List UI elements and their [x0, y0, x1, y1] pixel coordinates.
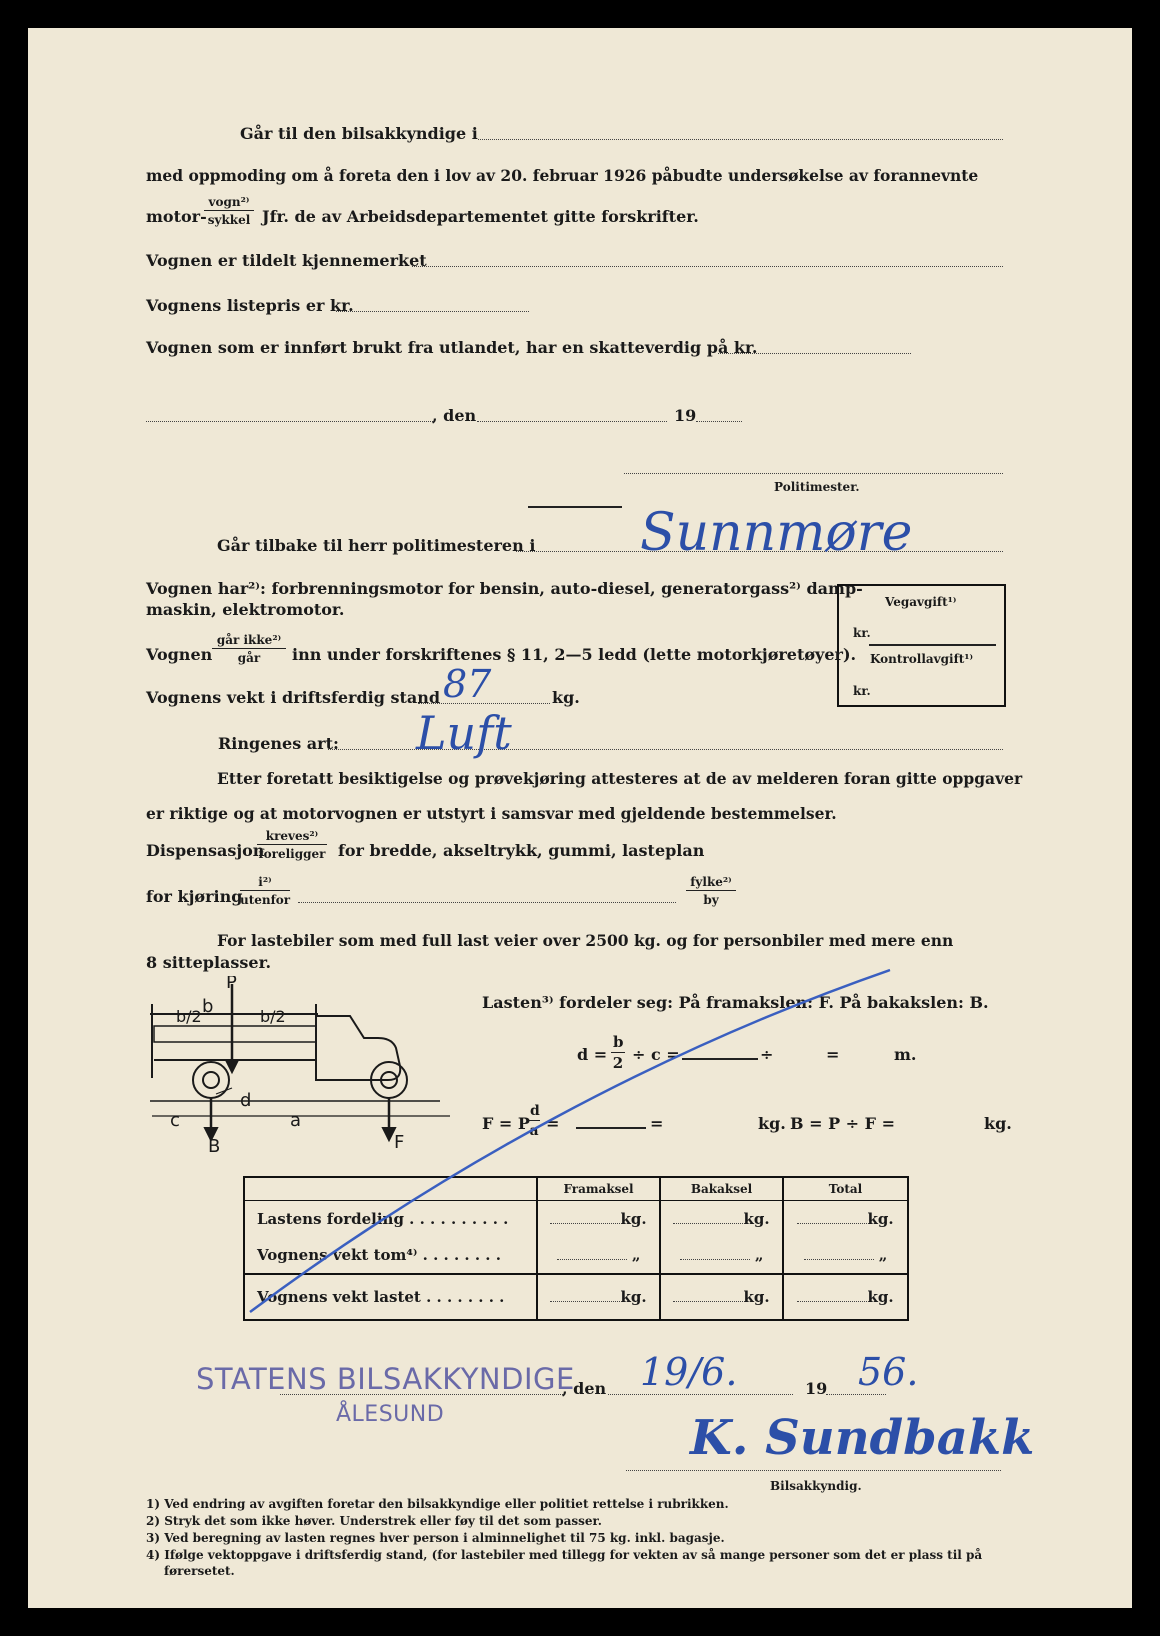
forskrifter-text: Jfr. de av Arbeidsdepartementet gitte forskrifter.: [262, 207, 699, 226]
pen-stroke: [250, 970, 890, 1312]
kreves-fraction: [257, 829, 327, 861]
footnote-text: Stryk det som ikke høver. Understrek eller føy til det som passer.: [164, 1514, 602, 1528]
forskriftenes-text: inn under forskriftenes § 11, 2—5 ledd (lette motorkjøretøyer).: [292, 645, 857, 664]
f-lhs: F = P: [482, 1114, 530, 1133]
sunnmore-handwriting: Sunnmøre: [640, 503, 913, 563]
cell-unit: „: [754, 1246, 764, 1264]
b-numerator: b: [613, 1033, 624, 1051]
request-line: med oppmoding om å foreta den i lov av 20. februar 1926 påbudte undersøkelse av forannevnte: [146, 166, 979, 185]
footnote-2: [146, 1514, 602, 1528]
footnote-text: Ifølge vektoppgave i driftsferdig stand, (for lastebiler med tillegg for vekten av så mange personer som det er plass til på: [164, 1548, 983, 1562]
gar-fraction: [212, 633, 286, 665]
signature-date-field[interactable]: [608, 1394, 793, 1395]
row-label-lastens: Lastens fordeling . . . . . . . . . .: [257, 1210, 509, 1228]
den-label: , den: [432, 406, 477, 425]
table-header-framaksel: Framaksel: [537, 1177, 660, 1201]
hand-date: 19/6.: [640, 1350, 738, 1394]
kjoring-field[interactable]: [298, 902, 676, 903]
a-denominator: a: [529, 1123, 539, 1139]
diagram-c-label: c: [170, 1110, 180, 1131]
hand-year: 56.: [858, 1350, 919, 1394]
gar-prefix: Vognen: [146, 645, 213, 664]
signature-den-label: , den: [562, 1379, 607, 1398]
year-field[interactable]: [696, 421, 742, 422]
skatteverdig-label: Vognen som er innført brukt fra utlandet, har en skatteverdig på kr.: [146, 338, 758, 357]
f-kg: kg.: [758, 1114, 786, 1133]
vogn-text: vogn²⁾: [204, 195, 254, 211]
politimester-label: Politimester.: [774, 480, 860, 494]
cell-unit: kg.: [867, 1210, 894, 1228]
tires-label: Ringenes art:: [218, 734, 339, 753]
footnote-3: [146, 1531, 725, 1545]
sykkel-text: sykkel: [207, 213, 251, 227]
fee-box: [837, 584, 1006, 707]
row-label-tom: Vognens vekt tom⁴⁾ . . . . . . . .: [257, 1246, 501, 1264]
utenfor-text: utenfor: [240, 893, 291, 907]
row-label-lastet: Vognens vekt lastet . . . . . . . .: [244, 1274, 537, 1320]
kontrollavgift-label: Kontrollavgift¹⁾: [870, 652, 974, 666]
b-expression: B = P ÷ F =: [790, 1114, 895, 1133]
d-div-sign: ÷: [760, 1045, 774, 1064]
lastebil-line-2: 8 sitteplasser.: [146, 953, 272, 972]
cell-unit: kg.: [743, 1210, 770, 1228]
skatteverdig-field[interactable]: [718, 353, 911, 354]
diagram-B-label: B: [208, 1136, 221, 1152]
cell-unit: kg.: [620, 1210, 647, 1228]
stamp-line-1: STATENS BILSAKKYNDIGE: [196, 1362, 575, 1396]
return-label: Går tilbake til herr politimesteren i: [217, 536, 536, 555]
motor-line-1: Vognen har²⁾: forbrenningsmotor for bensin, auto-diesel, generatorgass²⁾ damp-: [146, 579, 863, 598]
footnote-mark: 4): [146, 1548, 161, 1562]
stamp-line-2: ÅLESUND: [336, 1402, 445, 1427]
dispensasjon-prefix: Dispensasjon: [146, 841, 265, 860]
vegavgift-kr: kr.: [853, 626, 871, 640]
lasten-line: Lasten³⁾ fordeler seg: På framakslen: F. På bakakslen: B.: [482, 993, 989, 1012]
p-arrow-head: [226, 1060, 238, 1072]
weight-handwriting: 87: [443, 662, 492, 706]
footnote-mark: 3): [146, 1531, 161, 1545]
cell-unit: kg.: [743, 1288, 770, 1306]
cell-unit: kg.: [620, 1288, 647, 1306]
footnote-text: Ved beregning av lasten regnes hver person i alminnelighet til 75 kg. inkl. bagasje.: [164, 1531, 725, 1545]
kreves-text: kreves²⁾: [257, 829, 327, 845]
kjennemerke-field[interactable]: [412, 266, 1003, 267]
by-text: by: [703, 893, 719, 907]
pen-strike-line: [240, 960, 900, 1320]
foreligger-text: foreligger: [258, 847, 326, 861]
f-eq-2: =: [650, 1114, 664, 1133]
dispensasjon-suffix: for bredde, akseltrykk, gummi, lasteplan: [338, 841, 705, 860]
bilsakkyndige-field[interactable]: [478, 139, 1003, 140]
diagram-b2-right: b/2: [260, 1007, 286, 1026]
bilsakkyndig-signature-field[interactable]: [626, 1470, 1001, 1471]
kjoring-prefix: for kjøring: [146, 887, 243, 906]
diagram-b2-left: b/2: [176, 1007, 202, 1026]
weight-unit: kg.: [552, 688, 580, 707]
table-header-bakaksel: Bakaksel: [660, 1177, 783, 1201]
weight-label: Vognens vekt i driftsferdig stand: [146, 688, 441, 707]
fylke-text: fylke²⁾: [686, 875, 736, 891]
attest-line-1: Etter foretatt besiktigelse og prøvekjøring attesteres at de av melderen foran gitte oppgaver: [217, 769, 1023, 788]
diagram-p-label: P: [226, 976, 237, 993]
signature-year-field[interactable]: [826, 1394, 886, 1395]
gar-text: går: [237, 651, 261, 665]
cell-unit: kg.: [867, 1288, 894, 1306]
footnote-text: førersetet.: [164, 1564, 235, 1578]
politimester-signature-field[interactable]: [624, 473, 1003, 474]
d-numerator: d: [530, 1103, 540, 1119]
table-header-total: Total: [783, 1177, 908, 1201]
i-text: i²⁾: [240, 875, 290, 891]
date-field[interactable]: [477, 421, 667, 422]
bilsakkyndig-signature: K. Sundbakk: [690, 1410, 1035, 1466]
fylke-by-fraction: [686, 875, 736, 907]
i-utenfor-fraction: [240, 875, 290, 907]
signature-year-label: 19: [805, 1379, 828, 1398]
attest-line-2: er riktige og at motorvognen er utstyrt i samsvar med gjeldende bestemmelser.: [146, 804, 837, 823]
kontrollavgift-kr: kr.: [853, 684, 871, 698]
motor-line-2: maskin, elektromotor.: [146, 600, 345, 619]
listepris-field[interactable]: [336, 311, 529, 312]
lastebil-line-1: For lastebiler som med full last veier over 2500 kg. og for personbiler med mere enn: [217, 931, 954, 950]
b-kg: kg.: [984, 1114, 1012, 1133]
bilsakkyndig-label: Bilsakkyndig.: [770, 1479, 862, 1493]
cell-unit: „: [631, 1246, 641, 1264]
footnote-text: Ved endring av avgiften foretar den bilsakkyndige eller politiet rettelse i rubrikken.: [164, 1497, 729, 1511]
vegavgift-label: Vegavgift¹⁾: [885, 595, 957, 609]
diagram-F-label: F: [394, 1132, 405, 1152]
cell-unit: „: [878, 1246, 888, 1264]
motor-prefix: motor-: [146, 207, 207, 226]
kjennemerke-label: Vognen er tildelt kjennemerket: [146, 251, 427, 270]
footnote-mark: 1): [146, 1497, 161, 1511]
rear-hub: [203, 1072, 219, 1088]
stamp-place-field[interactable]: [280, 1394, 563, 1395]
luft-handwriting: Luft: [416, 706, 512, 760]
place-field[interactable]: [146, 421, 433, 422]
rear-wheel: [193, 1062, 229, 1098]
d-eq-sign: =: [826, 1045, 840, 1064]
footnote-1: [146, 1497, 729, 1511]
separator-rule: [528, 506, 622, 508]
footnote-4-cont: [164, 1564, 235, 1578]
d-unit: m.: [894, 1045, 917, 1064]
d-minus-c: ÷ c =: [632, 1045, 680, 1064]
bilsakkyndige-label: Går til den bilsakkyndige i: [240, 124, 478, 143]
diagram-a-label: a: [290, 1110, 302, 1131]
two-denominator: 2: [612, 1054, 624, 1072]
diagram-d-label: d: [240, 1090, 252, 1111]
footnote-4: [146, 1548, 982, 1562]
d-lhs: d =: [577, 1045, 608, 1064]
listepris-label: Vognens listepris er kr.: [146, 296, 354, 315]
footnote-mark: 2): [146, 1514, 161, 1528]
fee-box-divider: [869, 644, 996, 646]
diagram-b-label: b: [202, 996, 214, 1017]
year-label: 19: [674, 406, 697, 425]
gar-ikke-text: går ikke²⁾: [212, 633, 286, 649]
f-eq-1: =: [546, 1114, 560, 1133]
vogn-sykkel-fraction: [204, 195, 254, 227]
